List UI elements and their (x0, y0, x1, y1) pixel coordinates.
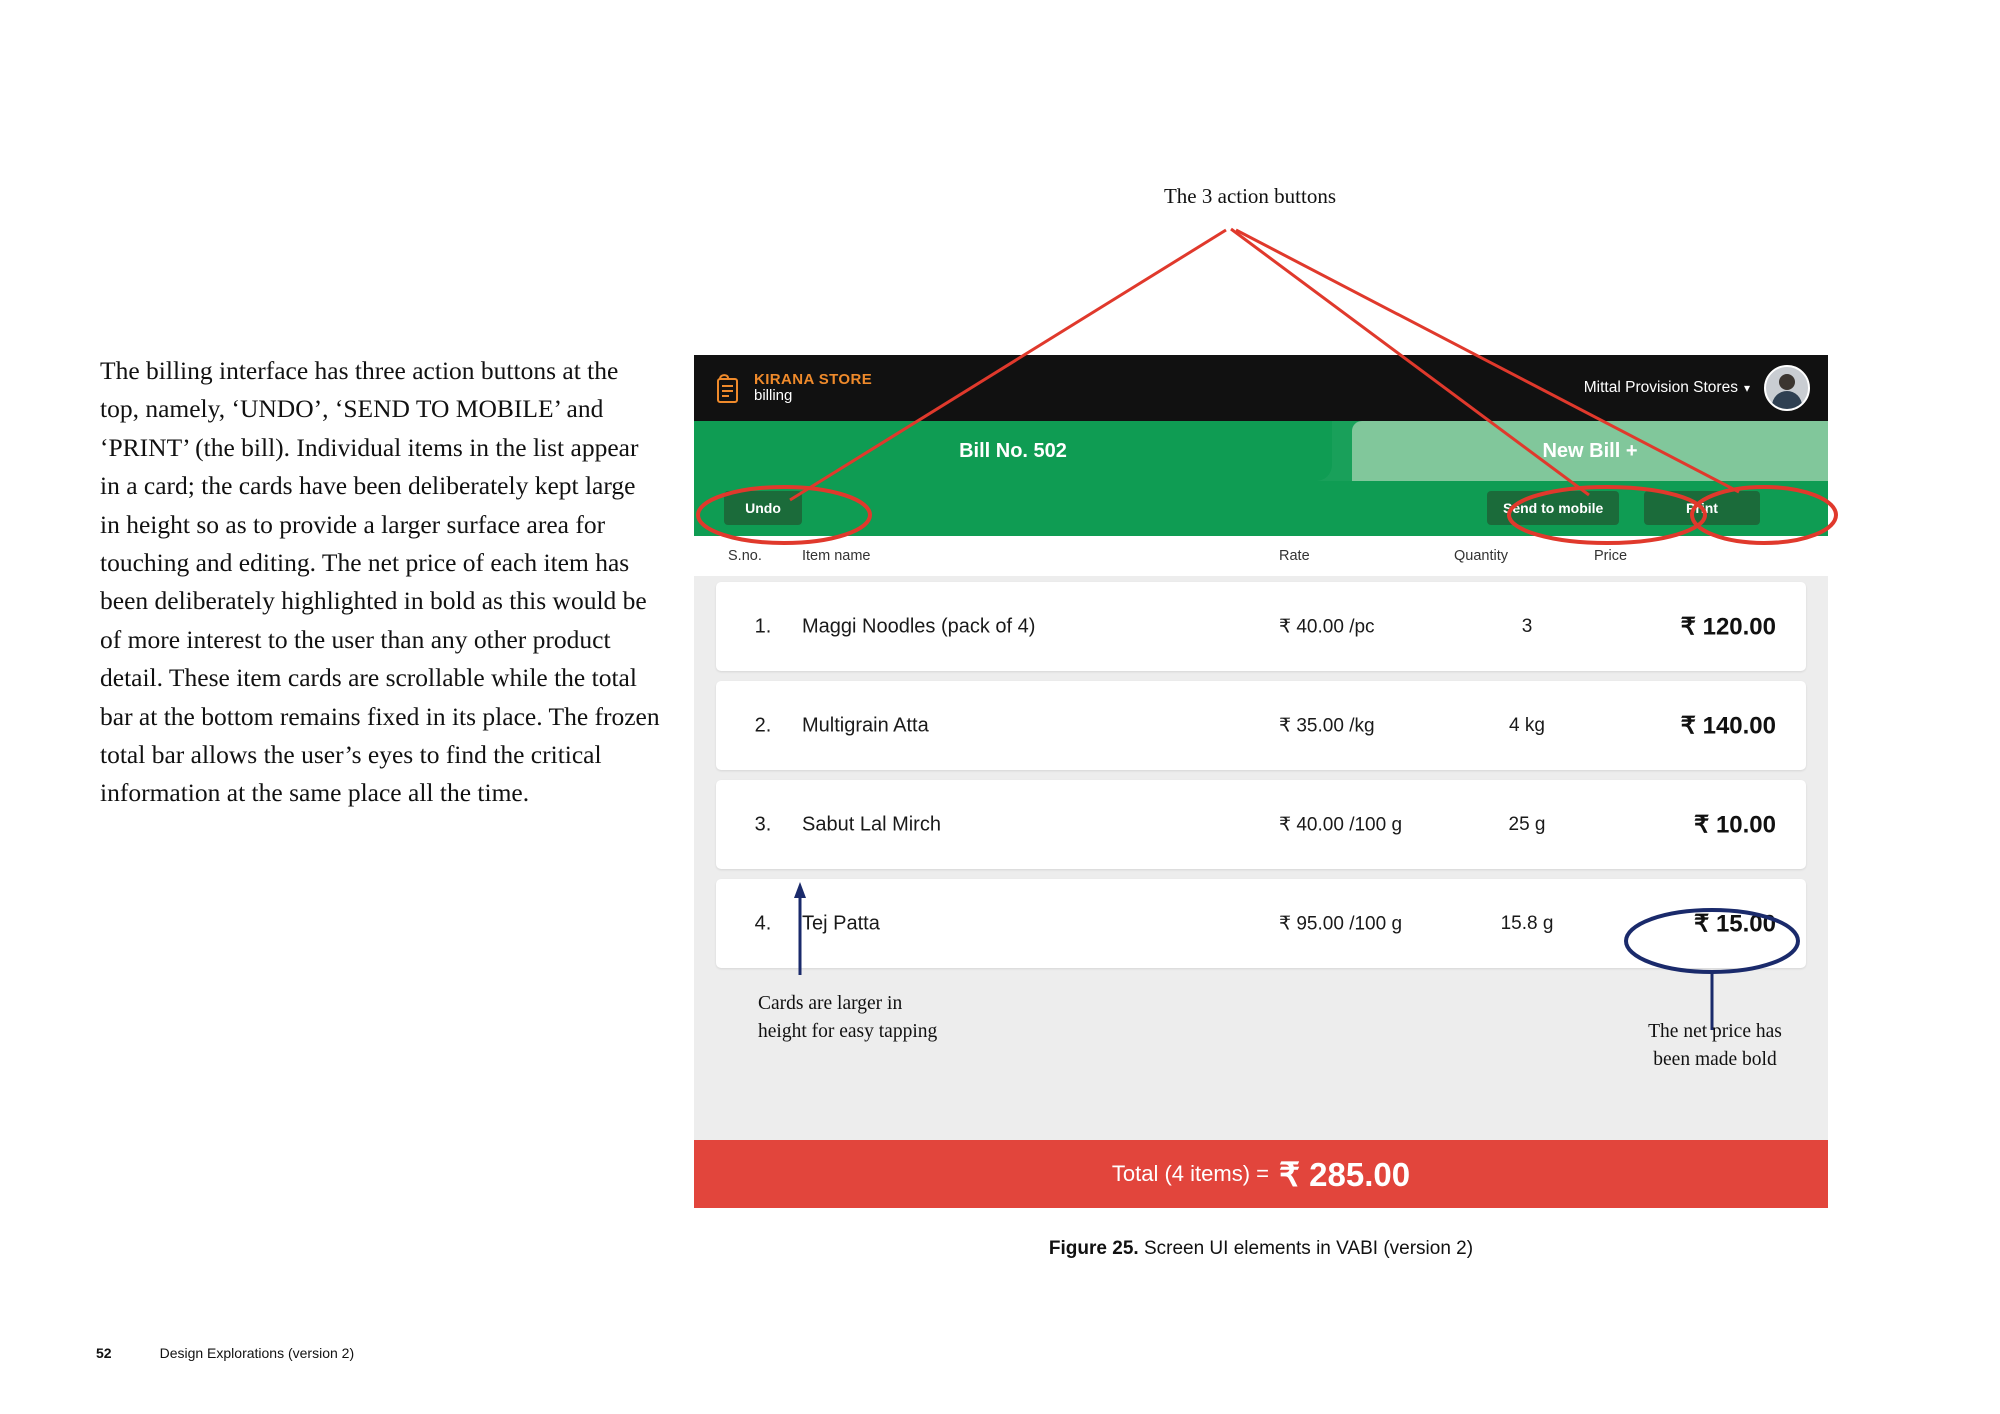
row-item-name: Tej Patta (802, 912, 880, 934)
top-bar-right (1584, 365, 1810, 411)
callout-label-action-buttons: The 3 action buttons (1163, 184, 1337, 208)
tab-new-bill[interactable]: New Bill + (1352, 421, 1828, 481)
avatar-body (1772, 391, 1802, 411)
brand-subtitle: billing (754, 387, 793, 404)
row-rate: ₹ 35.00 /kg (1279, 715, 1375, 736)
figure-caption (694, 1238, 1828, 1260)
total-bar (694, 1140, 1828, 1208)
chevron-down-icon[interactable]: ▾ (1743, 381, 1750, 395)
send-to-mobile-button[interactable]: Send to mobile (1487, 491, 1619, 525)
row-item-name: Sabut Lal Mirch (802, 813, 941, 835)
print-button[interactable]: Print (1644, 491, 1760, 525)
footer-section: Design Explorations (version 2) (159, 1345, 355, 1361)
app-screenshot (694, 355, 1828, 1208)
body-paragraph: The billing interface has three action buttons at the top, namely, ‘UNDO’, ‘SEND TO MOBILE’ and ‘PRINT’ (the bill). Individual items in the list appear in a card; the cards have been deliberately kept large in height so as to provide a larger surface area for touching and editing. The net price of each item has been deliberately highlighted in bold as this would be of more interest to the user than any other product detail. These item cards are scrollable while the total bar at the bottom remains fixed in its place. The frozen total bar allows the user’s eyes to find the critical information at the same place all the time. (100, 356, 660, 808)
figure-caption-text: Screen UI elements in VABI (version 2) (1138, 1238, 1474, 1259)
bill-tabs (694, 421, 1828, 481)
row-sno: 3. (754, 813, 772, 835)
row-sno: 1. (754, 615, 772, 637)
page-footer (96, 1345, 354, 1361)
table-row[interactable] (716, 582, 1806, 671)
row-price: ₹ 140.00 (1680, 712, 1776, 739)
brand-block (712, 371, 872, 405)
row-quantity: 15.8 g (1500, 912, 1554, 934)
store-selector-label[interactable]: Mittal Provision Stores (1583, 379, 1738, 396)
avatar[interactable] (1764, 365, 1810, 411)
action-button-row (694, 481, 1828, 536)
figure-caption-label: Figure 25. (1048, 1238, 1139, 1259)
row-quantity: 3 (1521, 615, 1533, 637)
receipt-icon (712, 371, 744, 405)
tab-current-bill[interactable]: Bill No. 502 (694, 421, 1332, 481)
row-rate: ₹ 95.00 /100 g (1279, 913, 1403, 934)
row-rate: ₹ 40.00 /100 g (1279, 814, 1403, 835)
table-header (694, 536, 1828, 576)
column-header-rate: Rate (1279, 548, 1310, 564)
row-item-name: Multigrain Atta (802, 714, 929, 736)
row-quantity: 4 kg (1509, 714, 1545, 736)
avatar-head (1779, 374, 1795, 390)
annotation-card-height: Cards are larger in height for easy tapping (758, 993, 938, 1042)
row-price: ₹ 120.00 (1680, 613, 1776, 640)
table-row[interactable] (716, 879, 1806, 968)
footer-page-number: 52 (96, 1345, 112, 1361)
column-header-item: Item name (802, 548, 871, 564)
item-list[interactable] (694, 576, 1828, 996)
row-rate: ₹ 40.00 /pc (1279, 616, 1375, 637)
brand-name: KIRANA STORE (754, 371, 873, 389)
undo-button[interactable]: Undo (724, 491, 802, 525)
row-quantity: 25 g (1508, 813, 1546, 835)
brand-text (754, 372, 872, 404)
total-value: ₹ 285.00 (1279, 1155, 1411, 1193)
total-label: Total (4 items) = (1111, 1161, 1269, 1186)
row-price: ₹ 15.00 (1694, 910, 1776, 937)
column-header-quantity: Quantity (1454, 548, 1508, 564)
row-item-name: Maggi Noodles (pack of 4) (802, 615, 1036, 637)
annotation-net-price: The net price has been made bold (1648, 1021, 1782, 1070)
column-header-sno: S.no. (728, 548, 762, 564)
app-top-bar (694, 355, 1828, 421)
row-price: ₹ 10.00 (1694, 811, 1776, 838)
row-sno: 2. (754, 714, 772, 736)
table-row[interactable] (716, 681, 1806, 770)
table-row[interactable] (716, 780, 1806, 869)
column-header-price: Price (1594, 548, 1628, 564)
row-sno: 4. (754, 912, 772, 934)
